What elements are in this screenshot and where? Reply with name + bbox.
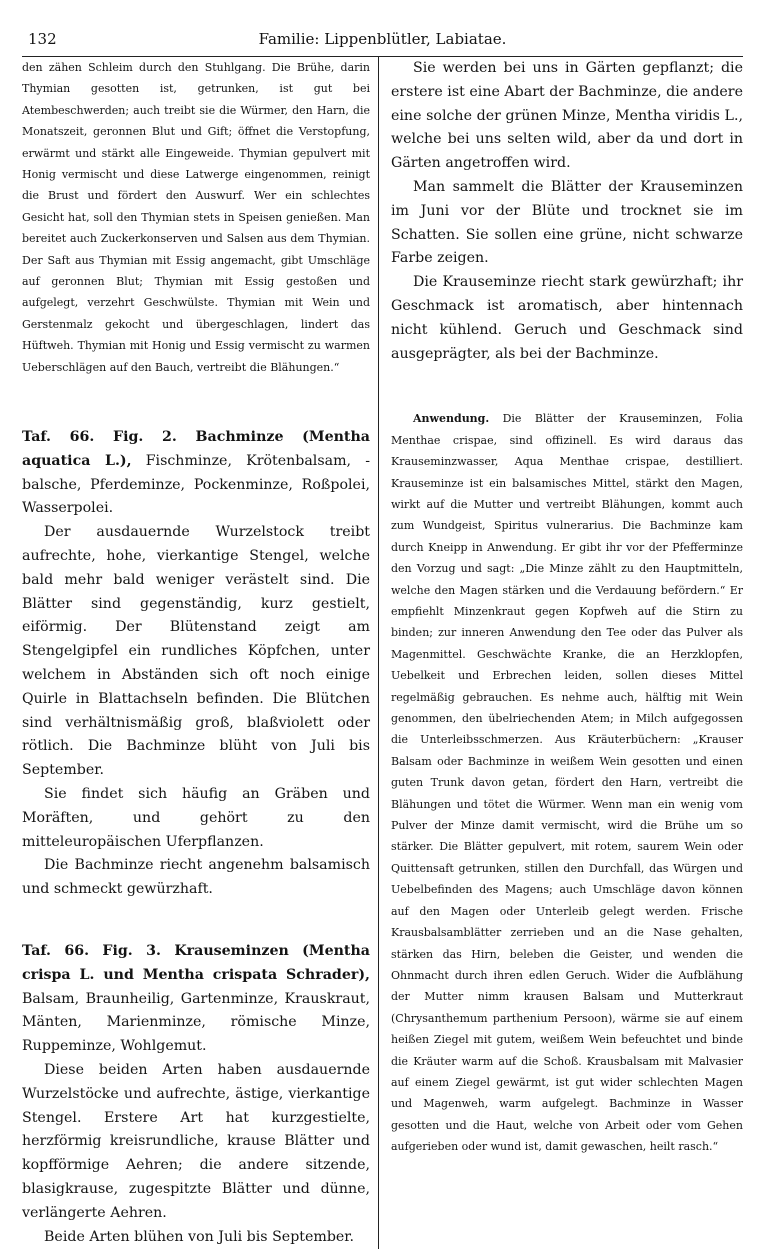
krauseminzen-bloom: Beide Arten blühen von Juli bis September. bbox=[44, 1228, 355, 1245]
bachminze-title: Taf. 66. Fig. 2. Bachminze (Mentha aquatica L.), bbox=[22, 429, 370, 469]
two-column-body bbox=[22, 57, 743, 1249]
left-column bbox=[22, 57, 379, 1249]
bachminze-smell: Die Bachminze riecht angenehm balsamisch und schmeckt gewürzhaft. bbox=[22, 857, 370, 898]
krauseminzen-cultivation: Sie werden bei uns in Gärten gepflanzt; die erstere ist eine Abart der Bachminze, die andere eine solche der grünen Minze, Mentha viridis L., welche bei uns selten wild, aber da und dort in Gärten angetroffen wird. bbox=[391, 60, 743, 172]
page-number: 132 bbox=[28, 30, 57, 48]
header-title: Familie: Lippenblütler, Labiatae. bbox=[258, 30, 507, 48]
thymian-continuation: den zähen Schleim durch den Stuhlgang. Die Brühe, darin Thymian gesotten ist, getrunken, ist gut bei Atembeschwerden; auch treibt sie die Würmer, den Harn, die Monatszeit, geronnen Blut und Gift; öffnet die Verstopfung, erwärmt und stärkt alle Eingeweide. Thymian gepulvert mit Honig vermischt und diese Latwerge eingenommen, reinigt die Brust und fördert den Auswurf. Wer ein schlechtes Gesicht hat, soll den Thymian stets in Speisen genießen. Man bereitet auch Zuckerkonserven und Salsen aus dem Thymian. Der Saft aus Thymian mit Essig angemacht, gibt Umschläge auf geronnen Blut; Thymian mit Essig gestoßen und aufgelegt, verzehrt Geschwülste. Thymian mit Wein und Gerstenmalz gekocht und übergeschlagen, lindert das Hüftweh. Thymian mit Honig und Essig vermischt zu warmen Ueberschlägen auf den Bauch, vertreibt die Blähungen.“ bbox=[22, 61, 370, 374]
anwendung-label: Anwendung. bbox=[413, 412, 490, 426]
krauseminzen-harvest: Man sammelt die Blätter der Krauseminzen im Juni vor der Blüte und trocknet sie im Schatten. Sie sollen eine grüne, nicht schwarze Farbe zeigen. bbox=[391, 178, 743, 267]
right-column bbox=[379, 57, 743, 1249]
krauseminzen-title: Taf. 66. Fig. 3. Krauseminzen (Mentha crispa L. und Mentha crispata Schrader), bbox=[22, 943, 370, 983]
bachminze-habitat: Sie findet sich häufig an Gräben und Moräften, und gehört zu den mitteleuropäischen Uferpflanzen. bbox=[22, 786, 370, 850]
bachminze-heading bbox=[22, 426, 370, 521]
krauseminzen-synonyms: Balsam, Braunheilig, Gartenminze, Krauskraut, Mänten, Marienminze, römische Minze, Ruppeminze, Wohlgemut. bbox=[22, 990, 370, 1055]
running-head bbox=[22, 30, 743, 52]
anwendung-paragraph bbox=[391, 408, 743, 1157]
krauseminzen-smell: Die Krauseminze riecht stark gewürzhaft; ihr Geschmack ist aromatisch, aber hintennach nicht kühlend. Geruch und Geschmack sind ausgeprägter, als bei der Bachminze. bbox=[391, 274, 743, 362]
bachminze-description: Der ausdauernde Wurzelstock treibt aufrechte, hohe, vierkantige Stengel, welche bald mehr bald weniger verästelt sind. Die Blätter sind gegenständig, kurz gestielt, eiförmig. Der Blütenstand zeigt am Stengelgipfel ein rundliches Köpfchen, unter welchem in Abständen sich oft noch einige Quirle in Blattachseln befinden. Die Blütchen sind verhältnismäßig groß, blaßviolett oder rötlich. Die Bachminze blüht von Juli bis September. bbox=[22, 524, 370, 779]
anwendung-text: Die Blätter der Krauseminzen, Folia Menthae crispae, sind offizinell. Es wird daraus das Krauseminzwasser, Aqua Menthae crispae, destilliert. Krauseminze ist ein balsamisches Mittel, stärkt den Magen, wirkt auf die Mutter und vertreibt Blähungen, kommt auch zum Wundgeist, Spiritus vulnerarius. Die Bachminze kam durch Kneipp in Anwendung. Er gibt ihr vor der Pfefferminze den Vorzug und sagt: „Die Minze zählt zu den Hauptmitteln, welche den Magen stärken und die Verdauung befördern.“ Er empfiehlt Minzenkraut gegen Kopfweh auf die Stirn zu binden; zur inneren Anwendung den Tee oder das Pulver als Magenmittel. Geschwächte Kranke, die an Herzklopfen, Uebelkeit und Erbrechen leiden, sollen dieses Mittel regelmäßig gebrauchen. Es nehme auch, hälftig mit Wein genommen, den übelriechenden Atem; in Milch aufgegossen die Unterleibsschmerzen. Aus Kräuterbüchern: „Krauser Balsam oder Bachminze in weißem Wein gesotten und einen guten Trunk davon getan, fördert den Harn, vertreibt die Blähungen und tötet die Würmer. Wenn man ein wenig vom Pulver der Minze damit vermischt, wird die Brühe um so stärker. Die Blätter gepulvert, mit rotem, saurem Wein oder Quittensaft getrunken, stillen den Durchfall, das Würgen und Uebelbefinden des Magens; auch Umschläge davon können auf den Magen oder Unterleib gelegt werden. Frische Krausbalsamblätter zerrieben und an die Nase gehalten, stärken das Hirn, beleben die Geister, und wenden die Ohnmacht durch ihren edlen Geruch. Wider die Aufblähung der Mutter nimm krausen Balsam und Mutterkraut (Chrysanthemum parthenium Persoon), wärme sie auf einem heißen Ziegel mit gutem, weißem Wein befeuchtet und binde die Kräuter warm auf die Schoß. Krausbalsam mit Malvasier auf einem Ziegel gewärmt, ist gut wider schlechten Magen und Magenweh, warm aufgelegt. Bachminze in Wasser gesotten und die Haut, welche von Arbeit oder vom Gehen aufgerieben oder wund ist, damit gewaschen, heilt rasch.“ bbox=[391, 412, 743, 1154]
krauseminzen-description: Diese beiden Arten haben ausdauernde Wurzelstöcke und aufrechte, ästige, vierkantige Stengel. Erstere Art hat kurzgestielte, herzförmig kreisrundliche, krause Blätter und kopfförmige Aehren; die andere sitzende, blasigkrause, zugespitzte Blätter und dünne, verlängerte Aehren. bbox=[22, 1062, 370, 1221]
krauseminzen-heading bbox=[22, 940, 370, 1059]
bachminze-synonyms: Fischminze, Krötenbalsam, -balsche, Pferdeminze, Pockenminze, Roßpolei, Wasserpolei. bbox=[22, 452, 370, 517]
